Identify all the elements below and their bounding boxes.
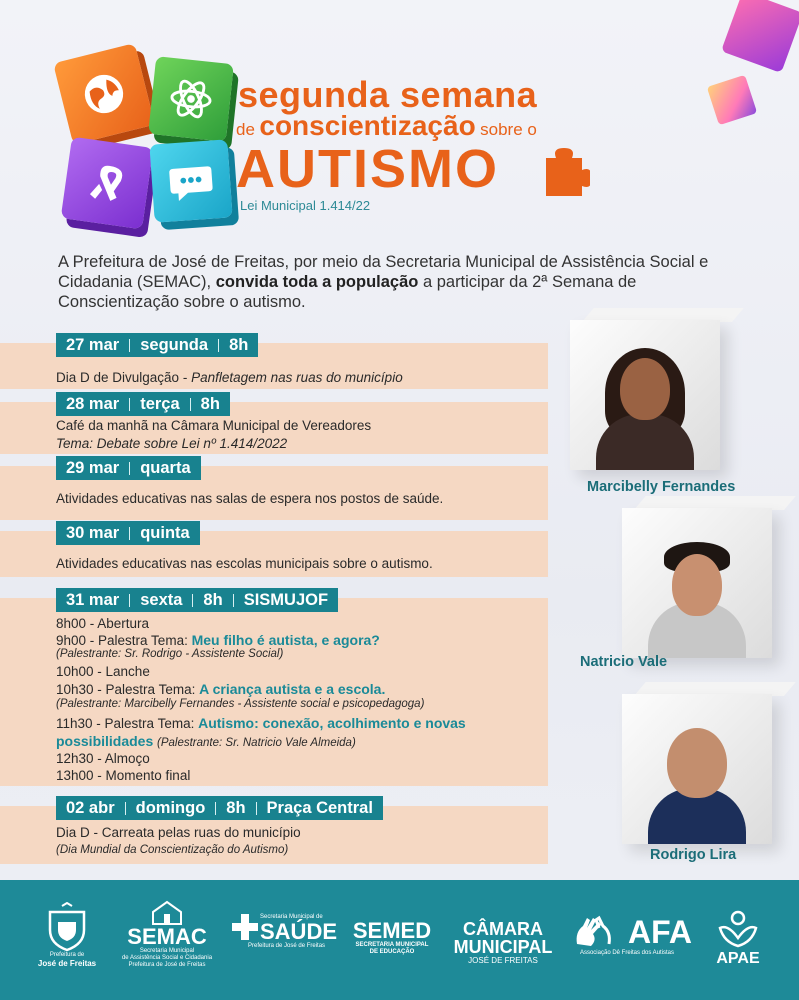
logo-text: SECRETARIA MUNICIPAL: [355, 942, 429, 948]
event-description: [56, 370, 403, 385]
photo-natricio: [642, 528, 752, 658]
building-icon: [149, 900, 185, 926]
schedule-item: 10h00 - Lanche: [56, 664, 150, 679]
event-description: Atividades educativas nas salas de espera nos postos de saúde.: [56, 491, 444, 506]
event-tag: [56, 333, 258, 357]
lecture-theme: Autismo: conexão, acolhimento e novas: [198, 715, 466, 731]
logo-semed: [342, 920, 442, 956]
logo-afa: [562, 914, 692, 957]
schedule-item: [56, 715, 466, 731]
logo-apae: [708, 906, 768, 968]
speaker-name: Rodrigo Lira: [650, 847, 737, 863]
event-date: 30 mar: [66, 523, 120, 542]
schedule-item: 13h00 - Momento final: [56, 768, 191, 783]
logo-semac: [118, 900, 216, 969]
puzzle-piece-icon: [538, 144, 590, 196]
event-time: 8h: [229, 335, 249, 354]
logo-text: APAE: [716, 950, 760, 967]
intro-bold: convida toda a população: [215, 273, 419, 291]
logo-text: AFA: [628, 914, 692, 950]
decorative-cube-small: [707, 75, 757, 125]
cube-atom: [148, 56, 234, 142]
title-sobre: sobre o: [480, 120, 537, 139]
law-reference: Lei Municipal 1.414/22: [240, 198, 371, 213]
speaker-photo-1: [570, 320, 720, 470]
schedule-time: 11h30 - Palestra Tema:: [56, 716, 195, 731]
lecture-theme-cont: possibilidades: [56, 733, 154, 749]
logo-text: de Assistência Social e Cidadania: [121, 955, 213, 961]
logo-text: DE EDUCAÇÃO: [369, 949, 415, 955]
event-day: sexta: [140, 590, 183, 609]
speaker-name: Natricio Vale: [580, 654, 668, 670]
event-text: Dia D de Divulgação -: [56, 370, 188, 385]
logo-text: CÂMARA: [463, 919, 543, 939]
event-date: 28 mar: [66, 394, 120, 413]
flower-hands-icon: [716, 906, 760, 950]
logo-text: SAÚDE: [260, 919, 338, 944]
ribbon-icon: [81, 157, 133, 209]
logo-camara: [452, 920, 554, 965]
cube-chat: [149, 139, 232, 222]
event-theme: [56, 436, 287, 451]
event-day: quarta: [140, 458, 191, 477]
logo-text: Prefeitura de José de Freitas: [128, 962, 206, 968]
lecture-theme: Meu filho é autista, e agora?: [191, 632, 380, 648]
photo-marcibelly: [590, 340, 700, 470]
event-place: Praça Central: [266, 798, 373, 817]
cube-ribbon: [61, 137, 154, 230]
event-date: 02 abr: [66, 798, 115, 817]
intro-text-1: A Prefeitura de José de Freitas, por meio da Secretaria Municipal de Assistência Social e Cidadania (SEMAC),: [58, 253, 709, 291]
logo-text: José de Freitas: [37, 959, 97, 968]
speaker-note: (Palestrante: Sr. Natricio Vale Almeida): [157, 737, 356, 749]
schedule-item: [56, 733, 356, 749]
title-de: de: [236, 120, 255, 139]
logo-text: JOSÉ DE FREITAS: [468, 956, 538, 965]
event-description: Café da manhã na Câmara Municipal de Vereadores: [56, 418, 372, 433]
event-place: SISMUJOF: [243, 590, 329, 609]
decorative-cube: [721, 0, 799, 73]
coat-of-arms-icon: [42, 902, 92, 952]
event-time: 8h: [203, 590, 223, 609]
speaker-note: (Palestrante: Marcibelly Fernandes - Assistente social e psicopedagoga): [56, 698, 425, 710]
intro-paragraph: [58, 252, 748, 312]
atom-icon: [166, 74, 217, 125]
speaker-note: (Palestrante: Sr. Rodrigo - Assistente Social): [56, 648, 284, 660]
event-italic-text: Panfletagem nas ruas do município: [191, 370, 403, 385]
event-date: 29 mar: [66, 458, 120, 477]
event-time: 8h: [226, 798, 246, 817]
event-description: Atividades educativas nas escolas municipais sobre o autismo.: [56, 556, 433, 571]
footer-logos: [0, 880, 799, 1000]
event-date: 27 mar: [66, 335, 120, 354]
speaker-name: Marcibelly Fernandes: [587, 479, 736, 495]
event-time: 8h: [200, 394, 220, 413]
title-autismo: AUTISMO: [236, 139, 499, 199]
event-day: domingo: [135, 798, 206, 817]
logo-text: MUNICIPAL: [453, 937, 553, 957]
logo-text: Associação Dê Freitas dos Autistas: [579, 950, 675, 956]
logo-text: Secretaria Municipal: [139, 948, 195, 954]
speaker-photo-3: [622, 694, 772, 844]
event-tag: [56, 521, 200, 545]
photo-rodrigo: [642, 714, 752, 844]
cross-icon: [232, 914, 258, 940]
event-day: terça: [140, 394, 180, 413]
schedule-time: 10h30 - Palestra Tema:: [56, 682, 196, 697]
cube-globe: [53, 43, 155, 145]
event-tag: [56, 588, 338, 612]
logo-text: Secretaria Municipal de: [260, 914, 323, 920]
event-day: segunda: [140, 335, 209, 354]
speaker-photo-2: [622, 508, 772, 658]
schedule-time: 9h00 - Palestra Tema:: [56, 633, 188, 648]
logo-prefeitura: [36, 902, 98, 968]
logo-text: SEMED: [352, 918, 432, 943]
event-tag: [56, 392, 230, 416]
title-conscientizacao: conscientização: [259, 110, 476, 141]
schedule-item: 8h00 - Abertura: [56, 616, 150, 631]
event-tag: [56, 456, 201, 480]
event-note: (Dia Mundial da Conscientização do Autismo): [56, 844, 289, 856]
logo-saude: [232, 914, 338, 950]
schedule-item: [56, 681, 385, 697]
schedule-item: [56, 632, 380, 648]
lecture-theme: A criança autista e a escola.: [199, 681, 386, 697]
chat-bubble-icon: [166, 156, 215, 205]
logo-text: Prefeitura de: [49, 952, 85, 958]
logo-text: Prefeitura de José de Freitas: [248, 943, 326, 949]
event-theme-text: Tema: Debate sobre Lei nº 1.414/2022: [56, 436, 288, 451]
event-tag: [56, 796, 383, 820]
title-line-1: segunda semana: [238, 74, 538, 115]
intro-text-2: a participar da 2ª Semana de Conscientização sobre o autismo.: [58, 273, 637, 311]
logo-text: SEMAC: [127, 924, 207, 949]
event-date: 31 mar: [66, 590, 120, 609]
globe-icon: [76, 66, 132, 122]
schedule-item: 12h30 - Almoço: [56, 751, 150, 766]
hands-icon: [573, 914, 613, 950]
event-day: quinta: [140, 523, 190, 542]
event-description: Dia D - Carreata pelas ruas do município: [56, 825, 301, 840]
